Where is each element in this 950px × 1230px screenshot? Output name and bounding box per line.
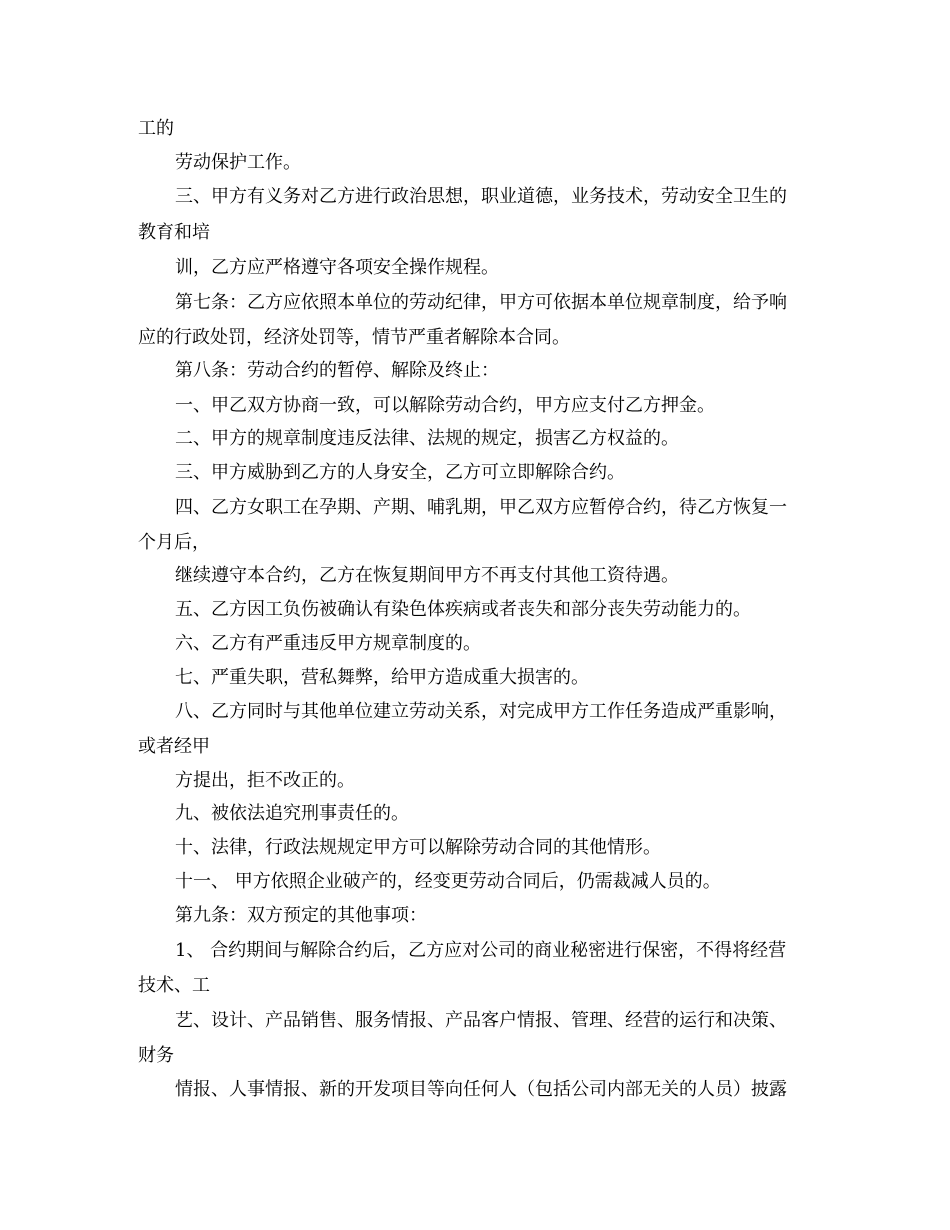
text-line: 十一、 甲方依照企业破产的，经变更劳动合同后，仍需裁减人员的。 [175, 871, 721, 892]
text-line: 训，乙方应严格遵守各项安全操作规程。 [175, 257, 499, 278]
text-line: 1、 合约期间与解除合约后，乙方应对公司的商业秘密进行保密，不得将经营 [175, 940, 787, 961]
text-line: 应的行政处罚，经济处罚等，情节严重者解除本合同。 [138, 327, 570, 348]
text-line: 情报、人事情报、新的开发项目等向任何人（包括公司内部无关的人员）披露 [175, 1079, 787, 1100]
text-line: 教育和培 [138, 222, 210, 243]
text-line: 六、乙方有严重违反甲方规章制度的。 [175, 633, 481, 654]
text-line: 九、被依法追究刑事责任的。 [175, 803, 409, 824]
text-line: 四、乙方女职工在孕期、产期、哺乳期，甲乙双方应暂停合约，待乙方恢复一 [175, 497, 787, 518]
text-line: 七、严重失职，营私舞弊，给甲方造成重大损害的。 [175, 667, 589, 688]
text-line: 财务 [138, 1045, 174, 1066]
text-line: 个月后， [138, 532, 210, 553]
text-line: 第九条：双方预定的其他事项： [175, 905, 427, 926]
text-line: 劳动保护工作。 [175, 152, 301, 173]
text-line: 继续遵守本合约，乙方在恢复期间甲方不再支付其他工资待遇。 [175, 565, 679, 586]
text-line: 艺、设计、产品销售、服务情报、产品客户情报、管理、经营的运行和决策、 [175, 1010, 787, 1031]
text-line: 三、甲方有义务对乙方进行政治思想，职业道德，业务技术，劳动安全卫生的 [175, 186, 787, 207]
text-line: 或者经甲 [138, 736, 210, 757]
text-line: 第八条：劳动合约的暂停、解除及终止： [175, 360, 499, 381]
text-line: 第七条：乙方应依照本单位的劳动纪律，甲方可依据本单位规章制度，给予响 [175, 292, 787, 313]
text-line: 二、甲方的规章制度违反法律、法规的规定，损害乙方权益的。 [175, 428, 679, 449]
text-line: 三、甲方威胁到乙方的人身安全，乙方可立即解除合约。 [175, 462, 625, 483]
text-line: 工的 [138, 118, 174, 139]
text-line: 八、乙方同时与其他单位建立劳动关系，对完成甲方工作任务造成严重影响， [175, 701, 787, 722]
text-line: 五、乙方因工负伤被确认有染色体疾病或者丧失和部分丧失劳动能力的。 [175, 599, 751, 620]
text-line: 技术、工 [138, 975, 210, 996]
text-line: 十、法律，行政法规规定甲方可以解除劳动合同的其他情形。 [175, 837, 661, 858]
text-line: 方提出，拒不改正的。 [175, 770, 355, 791]
text-line: 一、甲乙双方协商一致，可以解除劳动合约，甲方应支付乙方押金。 [175, 395, 715, 416]
